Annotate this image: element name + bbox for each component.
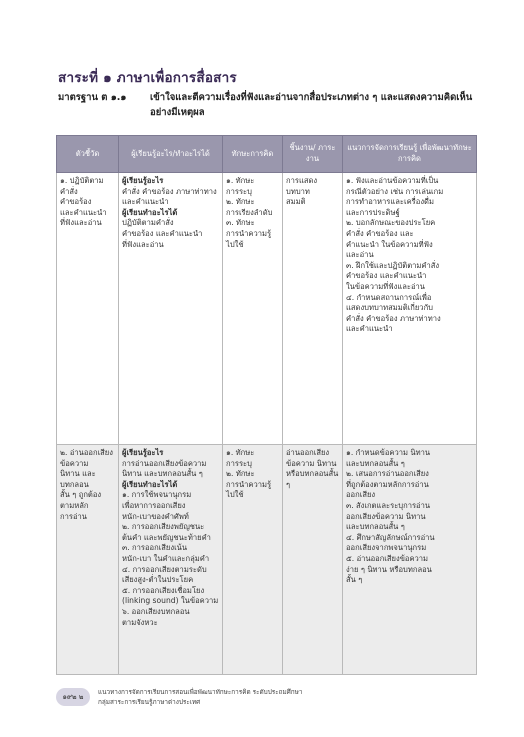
- approach-line: คำสั่ง คำขอร้อง ภาษาท่าทาง: [346, 313, 441, 323]
- table-row: [57, 173, 477, 445]
- approach-line: ๒. เสนอการอ่านออกเสียง: [346, 469, 429, 479]
- approach-line: ๑. กำหนดข้อความ นิทาน: [346, 448, 431, 457]
- cell-approach: [343, 173, 477, 445]
- indicator-line: ที่ฟังและอ่าน: [60, 218, 102, 228]
- learn-line: นิทาน และบทกลอนสั้น ๆ: [122, 469, 203, 479]
- cell-skills: [223, 173, 283, 445]
- do-line: หนัก-เบาของคำศัพท์: [122, 511, 189, 521]
- footer-text: [98, 687, 478, 707]
- approach-line: ๔. กำหนดสถานการณ์เพื่อ: [346, 292, 432, 302]
- work-line: อ่านออกเสียง: [286, 448, 330, 457]
- approach-line: แสดงบทบาทสมมติเกี่ยวกับ: [346, 303, 433, 313]
- indicator-line: และคำแนะนำ: [60, 207, 107, 217]
- approach-line: สั้น ๆ: [346, 575, 363, 585]
- approach-line: และการประดิษฐ์: [346, 207, 400, 217]
- approach-line: ออกเสียงข้อความ นิทาน: [346, 511, 426, 521]
- indicator-line: ข้อความ: [60, 458, 89, 468]
- do-heading: ผู้เรียนทำอะไรได้: [122, 207, 178, 217]
- work-line: สมมติ: [286, 197, 306, 207]
- cell-indicator: [57, 173, 119, 445]
- approach-line: ง่าย ๆ นิทาน หรือบทกลอน: [346, 564, 432, 574]
- do-line: คำขอร้อง และคำแนะนำ: [122, 228, 203, 238]
- cell-work: [283, 173, 343, 445]
- indicator-line: คำขอร้อง: [60, 197, 92, 207]
- approach-line: ๓. สังเกตและระบุการอ่าน: [346, 500, 431, 510]
- learn-line: การอ่านออกเสียงข้อความ: [122, 458, 207, 468]
- skill-line: การนำความรู้: [226, 228, 272, 238]
- do-line: ต้นคำ และพยัญชนะท้ายคำ: [122, 532, 211, 542]
- learn-line: และคำแนะนำ: [122, 197, 169, 207]
- approach-line: ๒. บอกลักษณะของประโยค: [346, 218, 436, 228]
- skill-line: ๓. ทักษะ: [226, 218, 255, 228]
- header-work: ชิ้นงาน/ ภาระงาน: [283, 136, 343, 173]
- cell-work: [283, 445, 343, 675]
- do-line: ๓. การออกเสียงเน้น: [122, 543, 188, 553]
- table-header-row: [57, 136, 477, 173]
- cell-approach: [343, 445, 477, 675]
- approach-line: ออกเสียง: [346, 490, 376, 500]
- header-learning: ผู้เรียนรู้อะไร/ทำอะไรได้: [119, 136, 223, 173]
- do-line: ๖. ออกเสียงบทกลอน: [122, 606, 190, 616]
- page-number-badge: ๑๙๒ ๒: [56, 688, 90, 706]
- strand-title: สาระที่ ๑ ภาษาเพื่อการสื่อสาร: [58, 70, 237, 86]
- approach-line: ออกเสียงจากพจนานุกรม: [346, 543, 427, 553]
- approach-line: ในข้อความที่ฟังและอ่าน: [346, 281, 425, 291]
- standard-text-line1: เข้าใจและตีความเรื่องที่ฟังและอ่านจากสื่อประเภทต่าง ๆ และแสดงความคิดเห็น: [150, 92, 473, 103]
- standard-code: มาตรฐาน ต ๑.๑: [58, 92, 127, 103]
- header-approach: แนวการจัดการเรียนรู้ เพื่อพัฒนาทักษะการคิด: [343, 136, 477, 173]
- indicator-line: ๑. ปฏิบัติตาม: [60, 176, 104, 185]
- skill-line: ๒. ทักษะ: [226, 469, 255, 479]
- approach-line: กรณีตัวอย่าง เช่น การเล่นเกม: [346, 186, 444, 196]
- do-heading: ผู้เรียนทำอะไรได้: [122, 479, 178, 489]
- footer-line1: แนวทางการจัดการเรียนการสอนเพื่อพัฒนาทักษะการคิด ระดับประถมศึกษา: [98, 688, 303, 696]
- work-line: การแสดงบทบาท: [286, 176, 318, 196]
- learn-heading: ผู้เรียนรู้อะไร: [122, 448, 164, 457]
- indicator-line: ตามหลัก: [60, 500, 89, 510]
- skill-line: การนำความรู้: [226, 479, 272, 489]
- skill-line: ๒. ทักษะ: [226, 197, 255, 207]
- skill-line: ๑. ทักษะ: [226, 176, 255, 185]
- skill-line: ไปใช้: [226, 490, 244, 500]
- indicator-line: คำสั่ง: [60, 186, 78, 196]
- do-line: (linking sound) ในข้อความ: [122, 596, 219, 606]
- do-line: หนัก-เบา ในคำและกลุ่มคำ: [122, 553, 210, 563]
- indicator-line: ๒. อ่านออกเสียง: [60, 448, 113, 457]
- approach-line: ที่ถูกต้องตามหลักการอ่าน: [346, 479, 429, 489]
- table-row: [57, 445, 477, 675]
- header-indicator: ตัวชี้วัด: [57, 136, 119, 173]
- work-line: ข้อความ นิทาน: [286, 458, 337, 468]
- cell-indicator: [57, 445, 119, 675]
- learn-heading: ผู้เรียนรู้อะไร: [122, 176, 164, 185]
- do-line: ๒. การออกเสียงพยัญชนะ: [122, 522, 205, 532]
- do-line: ที่ฟังและอ่าน: [122, 239, 164, 249]
- indicator-line: นิทาน และ: [60, 469, 96, 479]
- approach-line: คำสั่ง คำขอร้อง และ: [346, 228, 414, 238]
- do-line: เพื่อหาการออกเสียง: [122, 500, 186, 510]
- header-thinking-skills: ทักษะการคิด: [223, 136, 283, 173]
- skill-line: ไปใช้: [226, 239, 244, 249]
- do-line: ปฏิบัติตามคำสั่ง: [122, 218, 174, 228]
- skill-line: การเรียงลำดับ: [226, 207, 273, 217]
- cell-learning: [119, 445, 223, 675]
- approach-line: และคำแนะนำ: [346, 324, 393, 334]
- indicator-table: [56, 135, 477, 675]
- footer-line2: กลุ่มสาระการเรียนรู้ภาษาต่างประเทศ: [98, 698, 201, 706]
- do-line: ๑. การใช้พจนานุกรม: [122, 490, 192, 500]
- skill-line: การระบุ: [226, 186, 252, 196]
- approach-line: คำขอร้อง และคำแนะนำ: [346, 271, 427, 281]
- approach-line: และบทกลอนสั้น ๆ: [346, 522, 405, 532]
- standard-block: [58, 90, 478, 120]
- approach-line: ๓. ฝึกใช้และปฏิบัติตามคำสั่ง: [346, 260, 440, 270]
- learn-line: คำสั่ง คำขอร้อง ภาษาท่าทาง: [122, 186, 217, 196]
- approach-line: ๑. ฟังและอ่านข้อความที่เป็น: [346, 176, 439, 185]
- skill-line: ๑. ทักษะ: [226, 448, 255, 457]
- do-line: ๕. การออกเสียงเชื่อมโยง: [122, 585, 205, 595]
- indicator-line: สั้น ๆ ถูกต้อง: [60, 490, 102, 500]
- indicator-line: การอ่าน: [60, 511, 87, 521]
- do-line: เสียงสูง-ต่ำในประโยค: [122, 575, 194, 585]
- approach-line: ๔. ศึกษาสัญลักษณ์การอ่าน: [346, 532, 435, 542]
- work-line: หรือบทกลอนสั้น ๆ: [286, 469, 339, 489]
- cell-skills: [223, 445, 283, 675]
- approach-line: ๕. อ่านออกเสียงข้อความ: [346, 553, 429, 563]
- approach-line: และอ่าน: [346, 250, 374, 260]
- approach-line: การทำอาหารและเครื่องดื่ม: [346, 197, 434, 207]
- indicator-line: บทกลอน: [60, 479, 89, 489]
- page-footer: [50, 685, 480, 711]
- approach-line: และบทกลอนสั้น ๆ: [346, 458, 405, 468]
- do-line: ตามจังหวะ: [122, 617, 158, 627]
- standard-text-line2: อย่างมีเหตุผล: [150, 107, 205, 118]
- skill-line: การระบุ: [226, 458, 252, 468]
- cell-learning: [119, 173, 223, 445]
- approach-line: คำแนะนำ ในข้อความที่ฟัง: [346, 239, 433, 249]
- do-line: ๔. การออกเสียงตามระดับ: [122, 564, 207, 574]
